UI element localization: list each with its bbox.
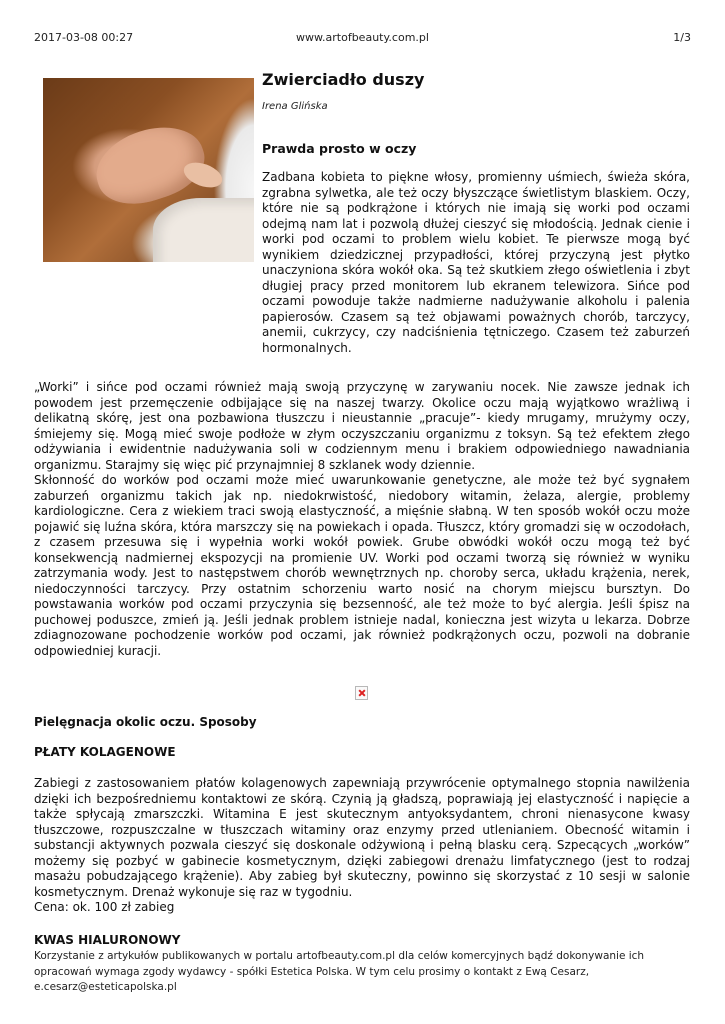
paragraph-worki: „Worki” i sińce pod oczami również mają swoją przyczynę w zarywaniu nocek. Nie zawsze jednak ich powodem jest przemęczenie odbijające się na naszej twarzy. Okolice oczu mają wyjątkowo wrażliwą i delikatną skórę, jest ona pozbawiona tłuszczu i nieustannie „pracuje”- kiedy mrugamy, mrużymy oczy, śmiejemy się. Mogą mieć swoje podłoże w złym oczyszczaniu organizmu z toksyn. Są też efektem złego odżywiania i ewidentnie nadużywania soli w codziennym menu i brakiem odpowiedniego nawadniania organizmu. Starajmy się więc pić przynajmniej 8 szklanek wody dziennie.: [34, 380, 690, 472]
article-author: Irena Glińska: [262, 101, 328, 112]
paragraph-collagen: Zabiegi z zastosowaniem płatów kolagenowych zapewniają przywrócenie optymalnego stopnia nawilżenia dzięki ich bezpośredniemu kontaktowi ze skórą. Czynią ją gładszą, poprawiają jej elastyczność i napięcie a także spłycają zmarszczki. Witamina E jest skutecznym antyoksydantem, chroni nienasycone kwasy tłuszczowe, rozpuszczalne w tłuszczach witaminy oraz enzymy przed utlenianiem. Obecność witamin i substancji aktywnych pozwala cieszyć się doskonale odżywioną i pełną blasku cerą. Szpecących „worków” możemy się pozbyć w gabinecie kosmetycznym, dzięki zabiegowi drenażu limfatycznego (jest to rodzaj masażu pobudzającego krążenie). Aby zabieg był skuteczny, powinno się skorzystać z 10 sesji w salonie kosmetycznym. Drenaż wykonuje się raz w tygodniu.: [34, 776, 690, 899]
body-text-causes: [34, 380, 690, 659]
section-heading-hyaluronic: KWAS HIALURONOWY: [34, 933, 181, 947]
body-text-collagen: [34, 776, 690, 916]
photo-hand: [180, 158, 225, 192]
photo-towel: [153, 198, 254, 262]
broken-image-icon: [355, 686, 368, 700]
footer-email[interactable]: e.cesarz@esteticapolska.pl: [34, 981, 177, 993]
page-number: 1/3: [673, 31, 691, 44]
paragraph-sklonnosc: Skłonność do worków pod oczami może mieć uwarunkowanie genetyczne, ale może też być sygnałem zaburzeń organizmu takich jak np. niedokrwistość, niedobory witamin, żelaza, alergie, problemy kardiologiczne. Cera z wiekiem traci swoją elastyczność, a mięśnie słabną. W ten sposób wokół oczu może pojawić się luźna skóra, która marszczy się na powiekach i opada. Tłuszcz, który gromadzi się w oczodołach, z czasem przesuwa się i wypełnia worki wokół powiek. Grube obwódki wokół oczu mogą też być konsekwencją nadmiernej ekspozycji na promienie UV. Worki pod oczami tworzą się również w wyniku zatrzymania wody. Jest to następstwem chorób wewnętrznych np. choroby serca, układu krążenia, nerek, niedoczynności tarczycy. Przy ostatnim schorzeniu warto nosić na chorym miejscu bursztyn. Do powstawania worków pod oczami przyczynia się bezsenność, ale też może to być alergia. Jeśli śpisz na puchowej poduszce, zmień ją. Jeśli jednak problem istnieje nadal, konieczna jest wizyta u lekarza. Dobrze zdiagnozowane pochodzenie worków pod oczami, jak również podkrążonych oczu, pozwoli na dobranie odpowiedniej kuracji.: [34, 473, 690, 658]
section-heading-care: Pielęgnacja okolic oczu. Sposoby: [34, 715, 257, 729]
print-date: 2017-03-08 00:27: [34, 31, 134, 44]
price-collagen: Cena: ok. 100 zł zabieg: [34, 900, 175, 914]
article-title: Zwierciadło duszy: [262, 70, 425, 89]
site-url: www.artofbeauty.com.pl: [296, 31, 429, 44]
copyright-footer: [34, 949, 694, 996]
article-subheading: Prawda prosto w oczy: [262, 141, 417, 156]
article-photo: [43, 78, 254, 262]
footer-notice: Korzystanie z artykułów publikowanych w portalu artofbeauty.com.pl dla celów komercyjnych bądź dokonywanie ich opracowań wymaga zgody wydawcy - spółki Estetica Polska. W tym celu prosimy o kontakt z Ewą Cesarz,: [34, 950, 645, 978]
intro-paragraph: Zadbana kobieta to piękne włosy, promienny uśmiech, świeża skóra, zgrabna sylwetka, ale też oczy błyszczące świetlistym blaskiem. Oczy, które nie są podkrążone i których nie imają się worki pod oczami odejmą nam lat i pozwolą dłużej cieszyć się młodością. Jednak cienie i worki pod oczami to problem wielu kobiet. Te pierwsze mogą być wynikiem dziedzicznej przypadłości, której przyczyną jest płytko unaczyniona skóra wokół oka. Są też skutkiem złego oświetlenia i zbyt długiej pracy przed monitorem lub ekranem telewizora. Sińce pod oczami powoduje także nadmierne nadużywanie alkoholu i palenia papierosów. Czasem są też objawami poważnych chorób, tarczycy, anemii, cukrzycy, czy nadciśnienia tętniczego. Czasem też zaburzeń hormonalnych.: [262, 170, 690, 355]
section-heading-collagen: PŁATY KOLAGENOWE: [34, 745, 176, 759]
